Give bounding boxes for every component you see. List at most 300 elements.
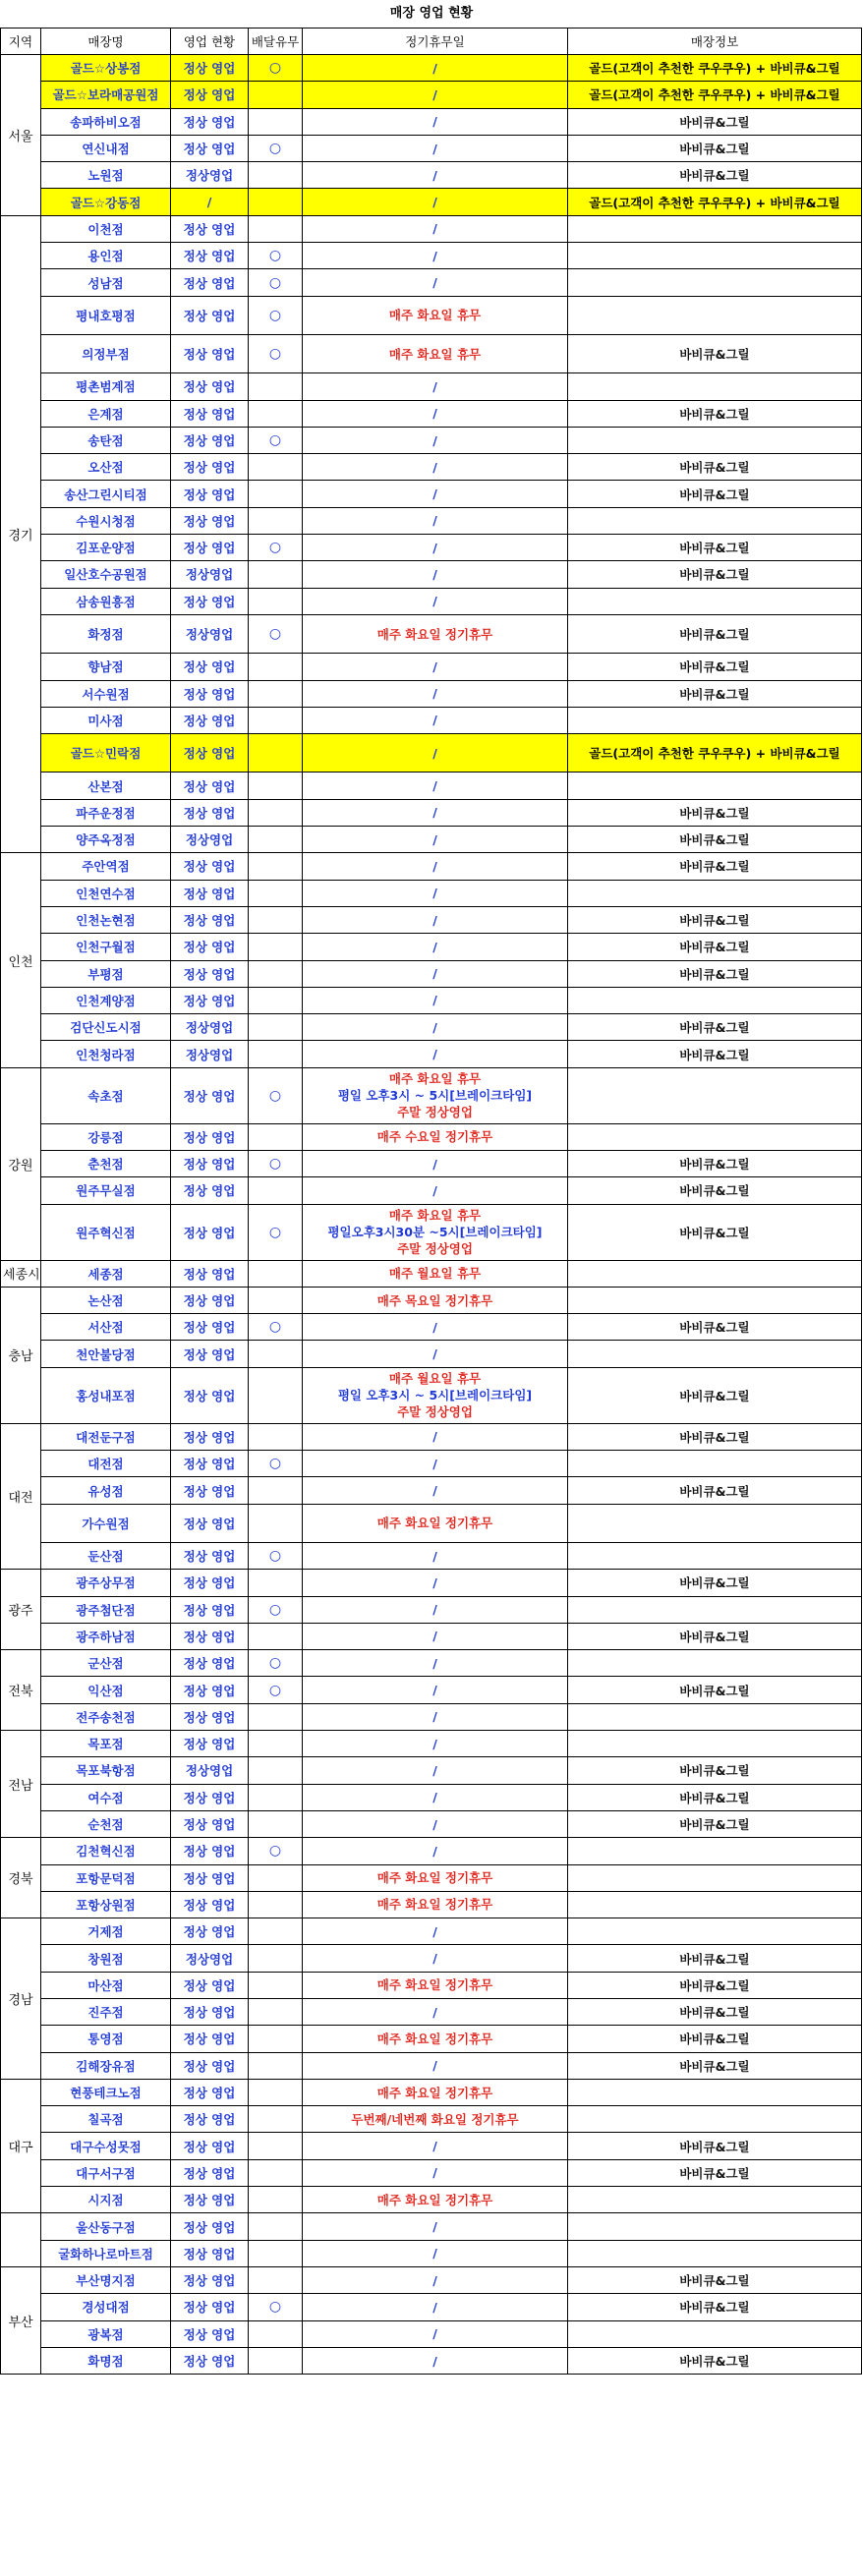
table-row xyxy=(1,1570,862,1596)
delivery-mark: ○ xyxy=(249,535,303,561)
delivery-mark: ○ xyxy=(249,1838,303,1864)
store-status: 정상 영업 xyxy=(171,1838,249,1864)
holiday-line: 두번째/네번째 화요일 정기휴무 xyxy=(351,2111,519,2127)
holiday-cell xyxy=(303,1341,568,1367)
table-row xyxy=(1,707,862,733)
store-status: 정상 영업 xyxy=(171,507,249,534)
store-status: 정상 영업 xyxy=(171,2079,249,2105)
holiday-line: / xyxy=(432,378,437,394)
delivery-mark: ○ xyxy=(249,1204,303,1260)
store-name: 송파하비오점 xyxy=(41,108,171,135)
table-row xyxy=(1,1623,862,1649)
store-info: 바비큐&그릴 xyxy=(568,1757,862,1784)
holiday-cell xyxy=(303,799,568,826)
store-status: 정상영업 xyxy=(171,827,249,853)
delivery-mark xyxy=(249,400,303,427)
holiday-line: / xyxy=(432,2004,437,2020)
store-name: 인천연수점 xyxy=(41,880,171,906)
store-status: 정상 영업 xyxy=(171,588,249,614)
holiday-cell xyxy=(303,853,568,880)
delivery-mark xyxy=(249,2159,303,2186)
delivery-mark xyxy=(249,1570,303,1596)
table-row xyxy=(1,55,862,82)
header-delivery: 배달유무 xyxy=(249,29,303,55)
holiday-cell xyxy=(303,296,568,334)
delivery-mark xyxy=(249,215,303,242)
store-status: 정상 영업 xyxy=(171,1542,249,1569)
store-status: 정상 영업 xyxy=(171,1341,249,1367)
store-info xyxy=(568,269,862,296)
holiday-line: / xyxy=(432,2139,437,2154)
delivery-mark xyxy=(249,773,303,799)
holiday-cell xyxy=(303,588,568,614)
store-name: 성남점 xyxy=(41,269,171,296)
store-info: 바비큐&그릴 xyxy=(568,1810,862,1837)
region-cell: 서울 xyxy=(1,55,41,216)
delivery-mark xyxy=(249,654,303,680)
holiday-line: / xyxy=(432,1736,437,1751)
table-row xyxy=(1,1972,862,1998)
holiday-line: / xyxy=(432,686,437,702)
store-info: 바비큐&그릴 xyxy=(568,1945,862,1972)
holiday-line: / xyxy=(432,1923,437,1939)
store-info: 골드(고객이 추천한 쿠우쿠우) + 바비큐&그릴 xyxy=(568,189,862,215)
holiday-cell xyxy=(303,1864,568,1891)
holiday-line: / xyxy=(432,658,437,674)
holiday-cell xyxy=(303,1014,568,1041)
table-row xyxy=(1,1596,862,1623)
delivery-mark xyxy=(249,2052,303,2079)
holiday-line: / xyxy=(432,1483,437,1498)
delivery-mark xyxy=(249,799,303,826)
holiday-line: / xyxy=(432,1456,437,1471)
table-row xyxy=(1,1423,862,1450)
store-info: 바비큐&그릴 xyxy=(568,135,862,161)
store-name: 양주옥정점 xyxy=(41,827,171,853)
store-info xyxy=(568,215,862,242)
store-name: 논산점 xyxy=(41,1287,171,1313)
delivery-mark: ○ xyxy=(249,269,303,296)
holiday-cell xyxy=(303,1891,568,1918)
table-row xyxy=(1,1341,862,1367)
holiday-line: / xyxy=(432,912,437,928)
store-name: 김포운양점 xyxy=(41,535,171,561)
table-row xyxy=(1,880,862,906)
store-name: 시지점 xyxy=(41,2187,171,2213)
store-status: / xyxy=(171,189,249,215)
store-status: 정상 영업 xyxy=(171,481,249,507)
table-row xyxy=(1,243,862,269)
store-name: 수원시청점 xyxy=(41,507,171,534)
holiday-line: / xyxy=(432,2058,437,2074)
store-name: 굴화하나로마트점 xyxy=(41,2240,171,2266)
store-status: 정상 영업 xyxy=(171,960,249,987)
table-row xyxy=(1,680,862,707)
store-info: 바비큐&그릴 xyxy=(568,1570,862,1596)
store-status: 정상 영업 xyxy=(171,1918,249,1945)
region-cell: 경북 xyxy=(1,1838,41,1918)
store-status: 정상 영업 xyxy=(171,82,249,108)
holiday-cell xyxy=(303,427,568,453)
holiday-cell xyxy=(303,654,568,680)
store-status: 정상 영업 xyxy=(171,1204,249,1260)
holiday-line: / xyxy=(432,966,437,982)
delivery-mark xyxy=(249,1177,303,1204)
store-name: 일산호수공원점 xyxy=(41,561,171,588)
holiday-line: 매주 화요일 정기휴무 xyxy=(376,1516,493,1531)
delivery-mark xyxy=(249,987,303,1013)
store-name: 산본점 xyxy=(41,773,171,799)
header-store-info: 매장정보 xyxy=(568,29,862,55)
holiday-line: / xyxy=(432,114,437,130)
holiday-line: / xyxy=(432,2272,437,2288)
region-cell: 인천 xyxy=(1,853,41,1067)
table-row xyxy=(1,1703,862,1730)
store-status: 정상 영업 xyxy=(171,454,249,481)
holiday-cell xyxy=(303,1703,568,1730)
table-row xyxy=(1,507,862,534)
holiday-line: / xyxy=(432,805,437,821)
table-row xyxy=(1,614,862,653)
holiday-line: / xyxy=(432,1709,437,1725)
holiday-cell xyxy=(303,243,568,269)
holiday-line: / xyxy=(432,221,437,237)
holiday-cell xyxy=(303,1918,568,1945)
store-info: 바비큐&그릴 xyxy=(568,934,862,960)
store-status: 정상 영업 xyxy=(171,1150,249,1176)
delivery-mark xyxy=(249,2213,303,2240)
holiday-cell xyxy=(303,1945,568,1972)
store-info: 바비큐&그릴 xyxy=(568,1999,862,2026)
table-header-row xyxy=(1,29,862,55)
delivery-mark xyxy=(249,481,303,507)
store-info: 바비큐&그릴 xyxy=(568,2159,862,2186)
holiday-line: 평일오후3시30분 ~5시[브레이크타임] xyxy=(327,1225,543,1240)
store-info: 바비큐&그릴 xyxy=(568,108,862,135)
delivery-mark xyxy=(249,1477,303,1504)
delivery-mark xyxy=(249,934,303,960)
store-info: 바비큐&그릴 xyxy=(568,1150,862,1176)
store-status: 정상 영업 xyxy=(171,269,249,296)
store-status: 정상 영업 xyxy=(171,2213,249,2240)
store-info xyxy=(568,1504,862,1542)
holiday-line: / xyxy=(432,275,437,291)
store-name: 춘천점 xyxy=(41,1150,171,1176)
region-cell: 충남 xyxy=(1,1287,41,1423)
store-name: 광주상무점 xyxy=(41,1570,171,1596)
store-name: 통영점 xyxy=(41,2026,171,2052)
holiday-line: / xyxy=(432,459,437,475)
holiday-cell xyxy=(303,55,568,82)
store-status: 정상 영업 xyxy=(171,1123,249,1150)
holiday-line: / xyxy=(432,594,437,609)
table-row xyxy=(1,1014,862,1041)
table-row xyxy=(1,2240,862,2266)
holiday-cell xyxy=(303,2320,568,2347)
store-name: 목포북항점 xyxy=(41,1757,171,1784)
holiday-line: / xyxy=(432,858,437,874)
delivery-mark: ○ xyxy=(249,243,303,269)
store-info xyxy=(568,1864,862,1891)
holiday-line: 매주 화요일 정기휴무 xyxy=(376,2192,493,2207)
delivery-mark xyxy=(249,1703,303,1730)
store-info xyxy=(568,2213,862,2240)
holiday-cell xyxy=(303,373,568,400)
table-row xyxy=(1,2266,862,2293)
delivery-mark xyxy=(249,162,303,189)
delivery-mark xyxy=(249,2106,303,2133)
store-status: 정상 영업 xyxy=(171,2320,249,2347)
store-status: 정상영업 xyxy=(171,162,249,189)
store-info: 바비큐&그릴 xyxy=(568,799,862,826)
table-row xyxy=(1,1891,862,1918)
store-name: 인천구월점 xyxy=(41,934,171,960)
table-row xyxy=(1,2294,862,2320)
holiday-line: 매주 월요일 휴무 xyxy=(388,1266,482,1282)
store-info: 바비큐&그릴 xyxy=(568,2052,862,2079)
holiday-cell xyxy=(303,1477,568,1504)
store-name: 현풍테크노점 xyxy=(41,2079,171,2105)
store-info xyxy=(568,1703,862,1730)
holiday-cell xyxy=(303,707,568,733)
delivery-mark xyxy=(249,82,303,108)
store-name: 평내호평점 xyxy=(41,296,171,334)
holiday-cell xyxy=(303,135,568,161)
table-row xyxy=(1,1314,862,1341)
store-info xyxy=(568,2079,862,2105)
holiday-cell xyxy=(303,1260,568,1287)
table-row xyxy=(1,827,862,853)
store-name: 인천계양점 xyxy=(41,987,171,1013)
delivery-mark: ○ xyxy=(249,296,303,334)
table-row xyxy=(1,1650,862,1677)
delivery-mark xyxy=(249,1123,303,1150)
holiday-cell xyxy=(303,773,568,799)
store-name: 송탄점 xyxy=(41,427,171,453)
store-name: 연신내점 xyxy=(41,135,171,161)
delivery-mark xyxy=(249,2133,303,2159)
store-status: 정상 영업 xyxy=(171,215,249,242)
holiday-line: / xyxy=(432,1019,437,1035)
holiday-cell xyxy=(303,215,568,242)
holiday-line: / xyxy=(432,831,437,847)
store-name: 용인점 xyxy=(41,243,171,269)
delivery-mark xyxy=(249,2187,303,2213)
holiday-line: 매주 화요일 정기휴무 xyxy=(376,1977,493,1993)
region-cell: 강원 xyxy=(1,1067,41,1260)
store-name: 오산점 xyxy=(41,454,171,481)
store-info xyxy=(568,1287,862,1313)
store-info: 바비큐&그릴 xyxy=(568,2347,862,2374)
table-row xyxy=(1,1999,862,2026)
holiday-line: 주말 정상영업 xyxy=(397,1105,473,1120)
store-name: 여수점 xyxy=(41,1784,171,1810)
page-title: 매장 영업 현황 xyxy=(389,6,474,21)
store-status: 정상 영업 xyxy=(171,1972,249,1998)
store-status: 정상 영업 xyxy=(171,55,249,82)
store-name: 거제점 xyxy=(41,1918,171,1945)
store-name: 주안역점 xyxy=(41,853,171,880)
store-name: 노원점 xyxy=(41,162,171,189)
delivery-mark xyxy=(249,680,303,707)
delivery-mark xyxy=(249,1041,303,1067)
delivery-mark xyxy=(249,960,303,987)
holiday-line: / xyxy=(432,1951,437,1967)
store-status: 정상 영업 xyxy=(171,1650,249,1677)
delivery-mark xyxy=(249,1423,303,1450)
table-row xyxy=(1,987,862,1013)
delivery-mark: ○ xyxy=(249,135,303,161)
holiday-cell xyxy=(303,1623,568,1649)
holiday-cell xyxy=(303,82,568,108)
store-name: 진주점 xyxy=(41,1999,171,2026)
table-row xyxy=(1,2347,862,2374)
table-row xyxy=(1,1287,862,1313)
table-row xyxy=(1,189,862,215)
holiday-cell xyxy=(303,734,568,773)
holiday-line: / xyxy=(432,1816,437,1832)
holiday-cell xyxy=(303,400,568,427)
store-name: 마산점 xyxy=(41,1972,171,1998)
store-info: 바비큐&그릴 xyxy=(568,1041,862,1067)
holiday-line: / xyxy=(432,1762,437,1778)
store-status: 정상 영업 xyxy=(171,2347,249,2374)
store-info: 골드(고객이 추천한 쿠우쿠우) + 바비큐&그릴 xyxy=(568,734,862,773)
delivery-mark xyxy=(249,2079,303,2105)
header-holiday: 정기휴무일 xyxy=(303,29,568,55)
store-name: 인천논현점 xyxy=(41,906,171,933)
store-status: 정상 영업 xyxy=(171,1287,249,1313)
holiday-line: / xyxy=(432,60,437,76)
header-store-name: 매장명 xyxy=(41,29,171,55)
holiday-cell xyxy=(303,561,568,588)
store-status: 정상 영업 xyxy=(171,108,249,135)
table-row xyxy=(1,108,862,135)
holiday-line: / xyxy=(432,886,437,901)
delivery-mark xyxy=(249,1972,303,1998)
store-name: 익산점 xyxy=(41,1677,171,1703)
table-row xyxy=(1,561,862,588)
store-info xyxy=(568,2106,862,2133)
holiday-line: / xyxy=(432,513,437,529)
holiday-cell xyxy=(303,2159,568,2186)
store-info xyxy=(568,1918,862,1945)
store-status: 정상 영업 xyxy=(171,853,249,880)
holiday-cell xyxy=(303,1596,568,1623)
table-row xyxy=(1,1041,862,1067)
table-row xyxy=(1,2133,862,2159)
delivery-mark xyxy=(249,734,303,773)
store-status: 정상 영업 xyxy=(171,1570,249,1596)
store-status: 정상 영업 xyxy=(171,373,249,400)
store-name: 광복점 xyxy=(41,2320,171,2347)
store-name: 홍성내포점 xyxy=(41,1367,171,1423)
delivery-mark xyxy=(249,2026,303,2052)
table-row xyxy=(1,588,862,614)
table-row xyxy=(1,1677,862,1703)
store-info: 바비큐&그릴 xyxy=(568,2026,862,2052)
table-row xyxy=(1,481,862,507)
delivery-mark xyxy=(249,1999,303,2026)
store-status: 정상 영업 xyxy=(171,1260,249,1287)
store-name: 대구서구점 xyxy=(41,2159,171,2186)
holiday-line: 매주 화요일 정기휴무 xyxy=(376,626,493,642)
store-status: 정상 영업 xyxy=(171,680,249,707)
delivery-mark xyxy=(249,2240,303,2266)
delivery-mark xyxy=(249,853,303,880)
store-status: 정상 영업 xyxy=(171,1810,249,1837)
store-name: 삼송원흥점 xyxy=(41,588,171,614)
store-name: 대구수성못점 xyxy=(41,2133,171,2159)
holiday-line: / xyxy=(432,195,437,210)
table-row xyxy=(1,934,862,960)
store-info: 바비큐&그릴 xyxy=(568,614,862,653)
holiday-cell xyxy=(303,1177,568,1204)
delivery-mark xyxy=(249,1784,303,1810)
delivery-mark xyxy=(249,1757,303,1784)
store-name: 광주첨단점 xyxy=(41,1596,171,1623)
delivery-mark: ○ xyxy=(249,614,303,653)
holiday-line: / xyxy=(432,1843,437,1859)
table-row xyxy=(1,334,862,372)
store-status: 정상 영업 xyxy=(171,799,249,826)
store-name: 은계점 xyxy=(41,400,171,427)
holiday-cell xyxy=(303,1287,568,1313)
store-status: 정상 영업 xyxy=(171,2294,249,2320)
store-status: 정상 영업 xyxy=(171,1177,249,1204)
holiday-cell xyxy=(303,2079,568,2105)
holiday-cell xyxy=(303,1999,568,2026)
store-status: 정상 영업 xyxy=(171,135,249,161)
holiday-line: 매주 화요일 휴무 xyxy=(388,1071,482,1087)
store-name: 의정부점 xyxy=(41,334,171,372)
holiday-line: / xyxy=(432,993,437,1008)
holiday-line: / xyxy=(432,1548,437,1564)
holiday-cell xyxy=(303,614,568,653)
holiday-line: / xyxy=(432,2353,437,2369)
store-status: 정상 영업 xyxy=(171,2240,249,2266)
holiday-cell xyxy=(303,108,568,135)
store-name: 골드☆민락점 xyxy=(41,734,171,773)
table-row xyxy=(1,1150,862,1176)
table-row xyxy=(1,82,862,108)
store-info xyxy=(568,243,862,269)
holiday-line: 매주 수요일 정기휴무 xyxy=(376,1129,493,1145)
delivery-mark xyxy=(249,588,303,614)
region-cell: 전남 xyxy=(1,1731,41,1838)
store-info xyxy=(568,707,862,733)
delivery-mark xyxy=(249,561,303,588)
holiday-line: / xyxy=(432,141,437,156)
store-info: 바비큐&그릴 xyxy=(568,2294,862,2320)
store-name: 이천점 xyxy=(41,215,171,242)
table-row xyxy=(1,1504,862,1542)
delivery-mark xyxy=(249,1623,303,1649)
store-status: 정상 영업 xyxy=(171,1504,249,1542)
delivery-mark xyxy=(249,2347,303,2374)
store-status: 정상 영업 xyxy=(171,934,249,960)
store-info: 바비큐&그릴 xyxy=(568,1423,862,1450)
store-status: 정상 영업 xyxy=(171,2266,249,2293)
store-info: 바비큐&그릴 xyxy=(568,1177,862,1204)
holiday-cell xyxy=(303,987,568,1013)
table-row xyxy=(1,1918,862,1945)
store-info xyxy=(568,373,862,400)
holiday-cell xyxy=(303,1041,568,1067)
store-name: 김해장유점 xyxy=(41,2052,171,2079)
region-cell: 경기 xyxy=(1,215,41,853)
holiday-cell xyxy=(303,1838,568,1864)
